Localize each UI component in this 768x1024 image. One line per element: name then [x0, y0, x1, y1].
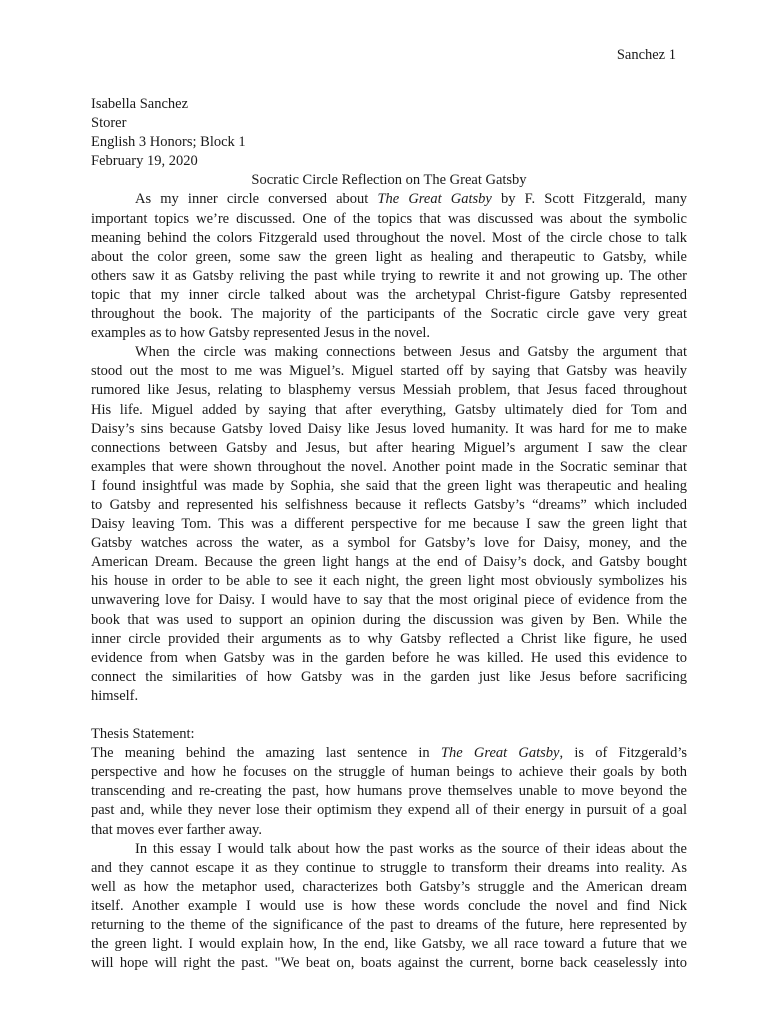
paragraph-line: will hope will right the past. "We beat on, boats against the current, borne back ceaselessly into	[91, 955, 687, 972]
paragraph-line: connect the similarities of how Gatsby was in the garden just like Jesus before sacrificing	[91, 668, 687, 685]
essay-body	[91, 95, 687, 973]
author-name: Isabella Sanchez	[91, 96, 189, 112]
paragraph-line: past and, while they never lose their optimism they expend all of their energy in pursuit of a goal	[91, 802, 687, 819]
paragraph-line: In this essay I would talk about how the past works as the source of their ideas about the	[135, 840, 687, 857]
paragraph-line: book that was used to support an opinion during the discussion was given by Ben. While the	[91, 611, 687, 628]
teacher-name: Storer	[91, 115, 127, 132]
paragraph-line: rumored like Jesus, relating to blasphemy versus Messiah problem, that Jesus faced throughout	[91, 382, 687, 399]
paragraph-line	[91, 190, 687, 209]
thesis-section	[91, 725, 687, 840]
running-header: Sanchez 1	[616, 47, 676, 63]
essay-date: February 19, 2020	[91, 153, 198, 170]
paragraph-line: Daisy leaving Tom. This was a different perspective for me because I saw the green light that	[91, 516, 687, 533]
paragraph-line: meaning behind the colors Fitzgerald used throughout the novel. Most of the circle chose to talk	[91, 229, 687, 246]
paragraph-line: returning to the theme of the significance of the past to dreams of the future, here represented by	[91, 917, 687, 934]
paragraph-line: and they cannot escape it as they continue to struggle to transform their dreams into reality. As	[91, 859, 687, 876]
essay-title: Socratic Circle Reflection on The Great Gatsby	[251, 172, 527, 189]
text-run: The meaning behind the amazing last sentence in	[91, 745, 441, 762]
paragraph-line: examples that were shown throughout the novel. Another point made in the Socratic seminar that	[91, 458, 687, 475]
paragraph-line: stood out the most to me was Miguel’s. Miguel started off by saying that Gatsby was heavily	[91, 363, 687, 380]
paragraph-line: throughout the book. The majority of the participants of the Socratic circle gave very great	[91, 306, 687, 323]
text-run: As my inner circle conversed about	[135, 191, 378, 208]
paragraph-line: himself.	[91, 687, 139, 704]
paragraph-line: to Gatsby and represented his selfishness because it reflects Gatsby’s “dreams” which included	[91, 496, 687, 513]
paragraph-line: topic that my inner circle talked about was the archetypal Christ-figure Gatsby represented	[91, 286, 687, 303]
thesis-label: Thesis Statement:	[91, 726, 195, 743]
text-run: by F. Scott Fitzgerald, many	[491, 191, 688, 208]
paragraph-line	[91, 744, 687, 763]
paragraph-line: Daisy’s sins because Gatsby loved Daisy like Jesus loved humanity. It was hard for me to make	[91, 420, 687, 437]
paragraph-1	[91, 190, 687, 343]
paragraph-line: His life. Miguel added by saying that after everything, Gatsby ultimately died for Tom and	[91, 401, 687, 418]
italic-book-title: The Great Gatsby	[440, 745, 560, 762]
italic-book-title: The Great Gatsby	[377, 191, 492, 208]
paragraph-line: Gatsby watches across the water, as a symbol for Gatsby’s love for Daisy, money, and the	[91, 535, 687, 552]
paragraph-line: about the color green, some saw the green light as healing and therapeutic to Gatsby, while	[91, 248, 687, 265]
paragraph-line: his house in order to be able to see it each night, the green light most obviously symbolizes his	[91, 573, 687, 590]
paragraph-line: examples as to how Gatsby represented Jesus in the novel.	[91, 325, 431, 342]
paragraph-line: connections between Gatsby and Jesus, but after hearing Miguel’s argument I saw the clear	[91, 439, 687, 456]
paragraph-line: itself. Another example I would use is how these words conclude the novel and find Nick	[91, 897, 687, 914]
paragraph-line: When the circle was making connections between Jesus and Gatsby the argument that	[135, 344, 687, 361]
paragraph-line: others saw it as Gatsby reliving the past while trying to rewrite it and not growing up. The other	[91, 267, 687, 284]
paragraph-line: well as how the metaphor used, characterizes both Gatsby’s struggle and the American dream	[91, 878, 687, 895]
paragraph-line: inner circle provided their arguments as to why Gatsby reflected a Christ like figure, he used	[91, 630, 687, 647]
text-run: , is of Fitzgerald’s	[559, 745, 687, 762]
paragraph-line: important topics we’re discussed. One of the topics that was discussed was about the symbolic	[91, 210, 687, 227]
blank-line	[91, 706, 687, 725]
paragraph-line: perspective and how he focuses on the struggle of human beings to achieve their goals by both	[91, 764, 687, 781]
paragraph-3	[91, 840, 687, 974]
paragraph-line: American Dream. Because the green light hangs at the end of Daisy’s dock, and Gatsby bought	[91, 554, 687, 571]
paragraph-line: unwavering love for Daisy. I would have to say that the most original piece of evidence from the	[91, 592, 687, 609]
paragraph-line: the green light. I would explain how, In the end, like Gatsby, we all race toward a future that we	[91, 936, 687, 953]
paragraph-line: transcending and re-creating the past, how humans prove themselves unable to move beyond the	[91, 783, 687, 800]
paragraph-line: that moves ever farther away.	[91, 821, 262, 838]
paragraph-2	[91, 343, 687, 706]
paragraph-line: I found insightful was made by Sophia, she said that the green light was therapeutic and healing	[91, 477, 687, 494]
paragraph-line: evidence from when Gatsby was in the garden before he was killed. He used this evidence to	[91, 649, 687, 666]
course-info: English 3 Honors; Block 1	[91, 134, 246, 151]
